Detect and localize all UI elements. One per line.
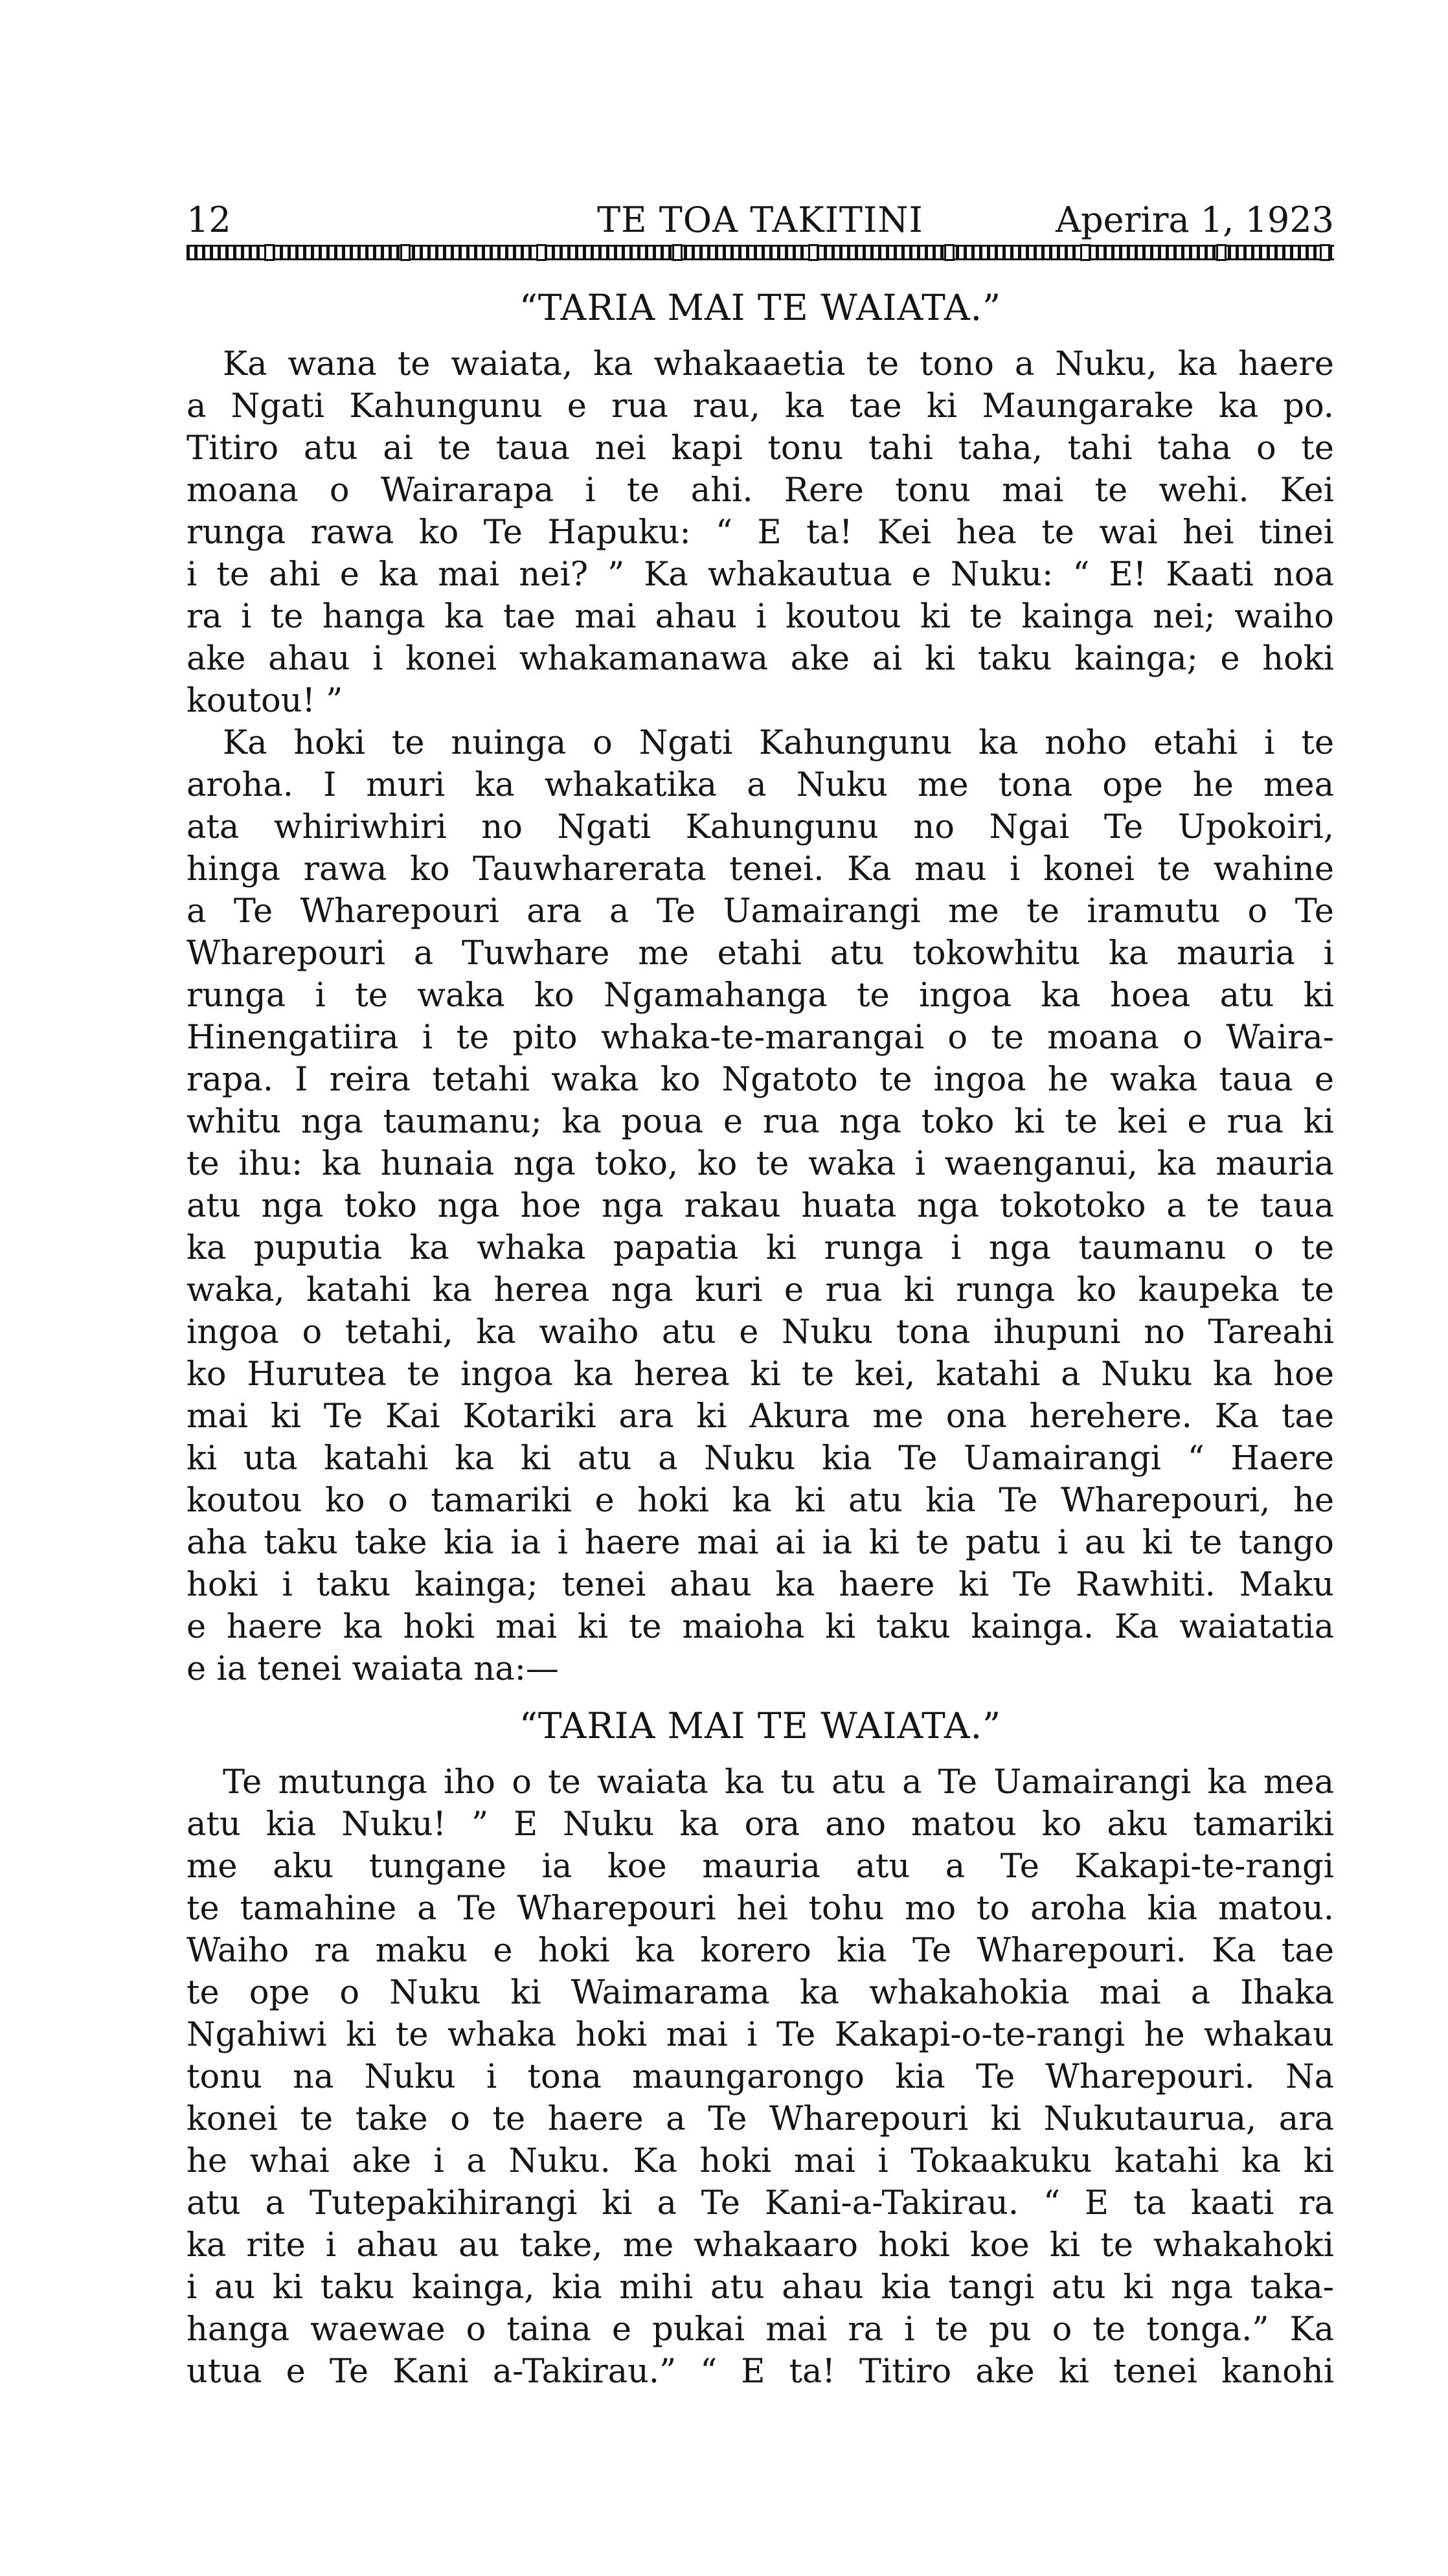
text-line: ake ahau i konei whakamanawa ake ai ki taku kainga; e hoki <box>187 640 1334 678</box>
text-line: koutou! ” <box>187 682 343 720</box>
text-line: moana o Wairarapa i te ahi. Rere tonu mai te wehi. Kei <box>187 471 1334 510</box>
issue-date: Aperira 1, 1923 <box>1056 199 1334 240</box>
text-line: ingoa o tetahi, ka waiho atu e Nuku tona ihupuni no Tareahi <box>187 1313 1334 1351</box>
text-line: a Ngati Kahungunu e rua rau, ka tae ki Maungarake ka po. <box>187 387 1334 425</box>
text-line: aroha. I muri ka whakatika a Nuku me tona ope he mea <box>187 766 1334 804</box>
section-2-body <box>187 1761 1334 2393</box>
text-line: Wharepouri a Tuwhare me etahi atu tokowhitu ka mauria i <box>187 934 1334 973</box>
text-line: Hinengatiira i te pito whaka-te-marangai o te moana o Waira- <box>187 1019 1334 1057</box>
text-line: ka rite i ahau au take, me whakaaro hoki koe ki te whakahoki <box>187 2226 1334 2265</box>
text-line: ata whiriwhiri no Ngati Kahungunu no Ngai Te Upokoiri, <box>187 808 1334 846</box>
text-line: runga i te waka ko Ngamahanga te ingoa ka hoea atu ki <box>187 977 1334 1015</box>
section-1-body <box>187 343 1334 1690</box>
text-line: mai ki Te Kai Kotariki ara ki Akura me ona herehere. Ka tae <box>187 1397 1334 1436</box>
page-header <box>187 194 1334 246</box>
text-line: i te ahi e ka mai nei? ” Ka whakautua e Nuku: “ E! Kaati noa <box>187 556 1334 594</box>
section-heading-2: “TARIA MAI TE WAIATA.” <box>519 1705 1002 1746</box>
text-line: koutou ko o tamariki e hoki ka ki atu kia Te Wharepouri, he <box>187 1482 1334 1520</box>
decorative-rule <box>187 245 1334 260</box>
text-line: ka puputia ka whaka papatia ki runga i nga taumanu o te <box>187 1229 1334 1267</box>
text-line: ra i te hanga ka tae mai ahau i koutou ki te kainga nei; waiho <box>187 598 1334 636</box>
text-line: whitu nga taumanu; ka poua e rua nga toko ki te kei e rua ki <box>187 1103 1334 1141</box>
page-number: 12 <box>187 199 231 240</box>
text-line: me aku tungane ia koe mauria atu a Te Kakapi-te-rangi <box>187 1847 1334 1886</box>
text-line: ko Hurutea te ingoa ka herea ki te kei, katahi a Nuku ka hoe <box>187 1355 1334 1394</box>
text-line: a Te Wharepouri ara a Te Uamairangi me te iramutu o Te <box>187 892 1334 931</box>
text-line: te tamahine a Te Wharepouri hei tohu mo to aroha kia matou. <box>187 1890 1334 1928</box>
text-line: hinga rawa ko Tauwharerata tenei. Ka mau i konei te wahine <box>187 850 1334 888</box>
text-line: ki uta katahi ka ki atu a Nuku kia Te Uamairangi “ Haere <box>187 1440 1334 1478</box>
text-line: atu kia Nuku! ” E Nuku ka ora ano matou ko aku tamariki <box>187 1805 1334 1844</box>
text-line: hanga waewae o taina e pukai mai ra i te pu o te tonga.” Ka <box>187 2310 1334 2349</box>
text-line: e ia tenei waiata na:— <box>187 1650 559 1688</box>
text-line: e haere ka hoki mai ki te maioha ki taku kainga. Ka waiatatia <box>187 1608 1334 1646</box>
text-line: Waiho ra maku e hoki ka korero kia Te Wharepouri. Ka tae <box>187 1932 1334 1970</box>
text-line: konei te take o te haere a Te Wharepouri ki Nukutaurua, ara <box>187 2100 1334 2138</box>
section-heading-1: “TARIA MAI TE WAIATA.” <box>519 287 1002 328</box>
text-line: tonu na Nuku i tona maungarongo kia Te Wharepouri. Na <box>187 2058 1334 2096</box>
text-line: Ka hoki te nuinga o Ngati Kahungunu ka noho etahi i te <box>223 724 1334 762</box>
text-line: atu a Tutepakihirangi ki a Te Kani-a-Takirau. “ E ta kaati ra <box>187 2184 1334 2222</box>
text-line: utua e Te Kani a-Takirau.” “ E ta! Titiro ake ki tenei kanohi <box>187 2353 1334 2391</box>
text-line: te ope o Nuku ki Waimarama ka whakahokia mai a Ihaka <box>187 1974 1334 2012</box>
text-line: Titiro atu ai te taua nei kapi tonu tahi taha, tahi taha o te <box>187 429 1334 468</box>
text-line: runga rawa ko Te Hapuku: “ E ta! Kei hea te wai hei tinei <box>187 514 1334 552</box>
text-line: rapa. I reira tetahi waka ko Ngatoto te ingoa he waka taua e <box>187 1061 1334 1099</box>
text-line: waka, katahi ka herea nga kuri e rua ki runga ko kaupeka te <box>187 1271 1334 1309</box>
text-line: Ngahiwi ki te whaka hoki mai i Te Kakapi-o-te-rangi he whakau <box>187 2016 1334 2054</box>
text-line: Te mutunga iho o te waiata ka tu atu a Te Uamairangi ka mea <box>223 1763 1334 1802</box>
journal-title: TE TOA TAKITINI <box>597 199 923 240</box>
text-line: te ihu: ka hunaia nga toko, ko te waka i waenganui, ka mauria <box>187 1145 1334 1183</box>
text-line: aha taku take kia ia i haere mai ai ia ki te patu i au ki te tango <box>187 1524 1334 1562</box>
text-line: atu nga toko nga hoe nga rakau huata nga tokotoko a te taua <box>187 1187 1334 1225</box>
text-line: i au ki taku kainga, kia mihi atu ahau kia tangi atu ki nga taka- <box>187 2268 1334 2307</box>
text-line: hoki i taku kainga; tenei ahau ka haere ki Te Rawhiti. Maku <box>187 1566 1334 1604</box>
text-line: Ka wana te waiata, ka whakaaetia te tono a Nuku, ka haere <box>223 345 1334 383</box>
text-line: he whai ake i a Nuku. Ka hoki mai i Tokaakuku katahi ka ki <box>187 2142 1334 2180</box>
